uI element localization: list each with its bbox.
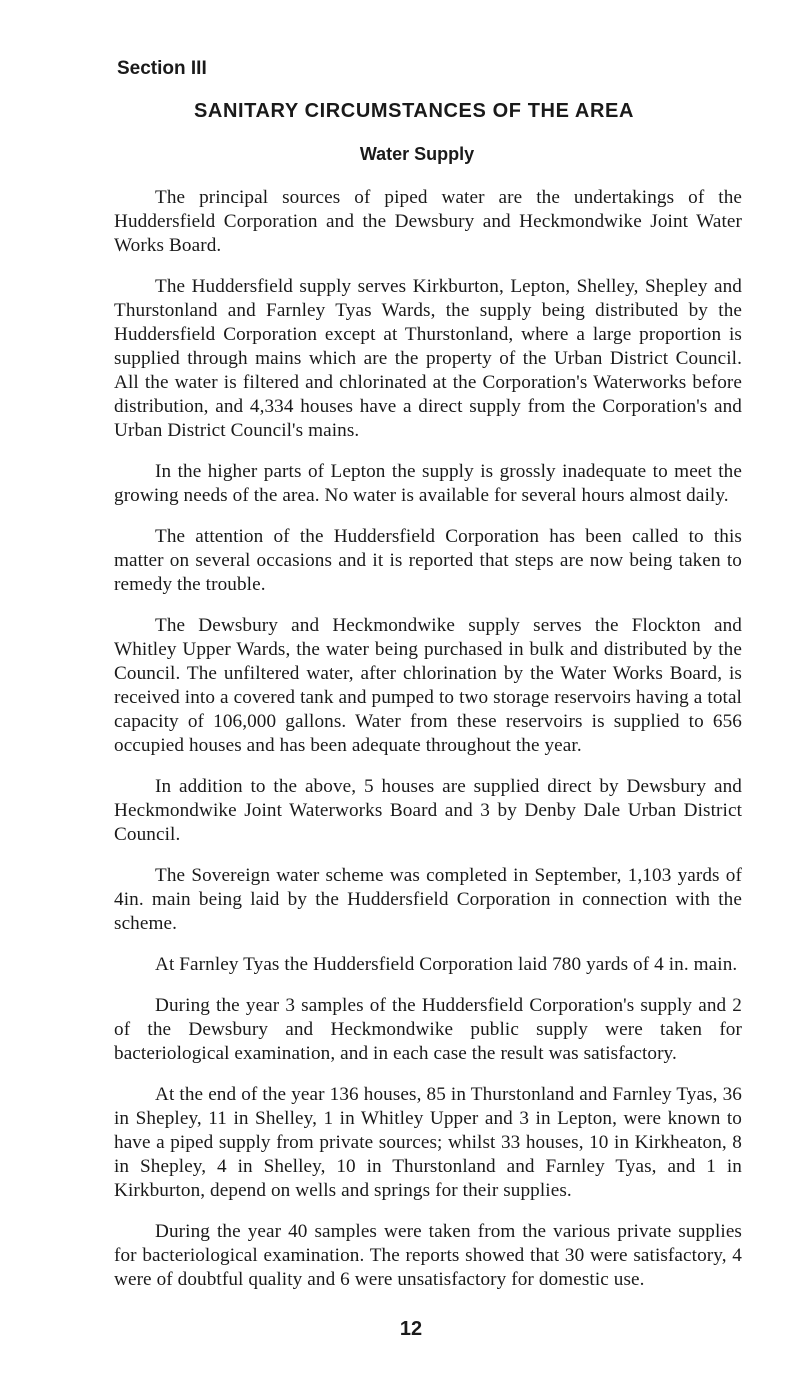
paragraph-private-sources: At the end of the year 136 houses, 85 in Thurstonland and Farnley Tyas, 36 in Shepley, 11 in Shelley, 1 in Whitley Upper and 3 in Lepton, were known to have a piped supply from private sources; whilst 33 houses, 10 in Kirkheaton, 8 in Shepley, 4 in Shelley, 10 in Thurstonland and Farnley Tyas, and 1 in Kirkburton, depend on wells and springs for their supplies. (114, 1084, 742, 1201)
paragraph-farnley-tyas-main: At Farnley Tyas the Huddersfield Corporation laid 780 yards of 4 in. main. (155, 954, 738, 975)
paragraph-dewsbury-supply: The Dewsbury and Heckmondwike supply serves the Flockton and Whitley Upper Wards, the water being purchased in bulk and distributed by the Council. The unfiltered water, after chlorination by the Water Works Board, is received into a covered tank and pumped to two storage reservoirs having a total capacity of 106,000 gallons. Water from these reservoirs is supplied to 656 occupied houses and has been adequate throughout the year. (114, 615, 742, 756)
paragraph-sovereign-scheme: The Sovereign water scheme was completed in September, 1,103 yards of 4in. main being laid by the Huddersfield Corporation in connection with the scheme. (114, 865, 742, 934)
page-number: 12 (399, 1318, 423, 1340)
paragraph-corporation-attention: The attention of the Huddersfield Corporation has been called to this matter on several occasions and it is reported that steps are now being taken to remedy the trouble. (114, 526, 742, 595)
page-title: SANITARY CIRCUMSTANCES OF THE AREA (193, 100, 635, 122)
paragraph-private-samples: During the year 40 samples were taken from the various private supplies for bacteriological examination. The reports showed that 30 were satisfactory, 4 were of doubtful quality and 6 were unsatisfactory for domestic use. (114, 1221, 742, 1290)
body-text (114, 186, 742, 1309)
paragraph-public-samples: During the year 3 samples of the Huddersfield Corporation's supply and 2 of the Dewsbury and Heckmondwike public supply were taken for bacteriological examination, and in each case the result was satisfactory. (114, 995, 742, 1064)
section-subtitle: Water Supply (359, 144, 475, 164)
paragraph-huddersfield-supply: The Huddersfield supply serves Kirkburton, Lepton, Shelley, Shepley and Thurstonland and Farnley Tyas Wards, the supply being distributed by the Huddersfield Corporation except at Thurstonland, where a large proportion is supplied through mains which are the property of the Urban District Council. All the water is filtered and chlorinated at the Corporation's Waterworks before distribution, and 4,334 houses have a direct supply from the Corporation's and Urban District Council's mains. (114, 276, 742, 441)
paragraph-lepton-inadequate: In the higher parts of Lepton the supply is grossly inadequate to meet the growing needs of the area. No water is available for several hours almost daily. (114, 461, 742, 506)
section-label: Section III (117, 58, 207, 79)
paragraph-sources: The principal sources of piped water are the undertakings of the Huddersfield Corporation and the Dewsbury and Heckmondwike Joint Water Works Board. (114, 187, 742, 256)
paragraph-direct-supply: In addition to the above, 5 houses are supplied direct by Dewsbury and Heckmondwike Joint Waterworks Board and 3 by Denby Dale Urban District Council. (114, 776, 742, 845)
